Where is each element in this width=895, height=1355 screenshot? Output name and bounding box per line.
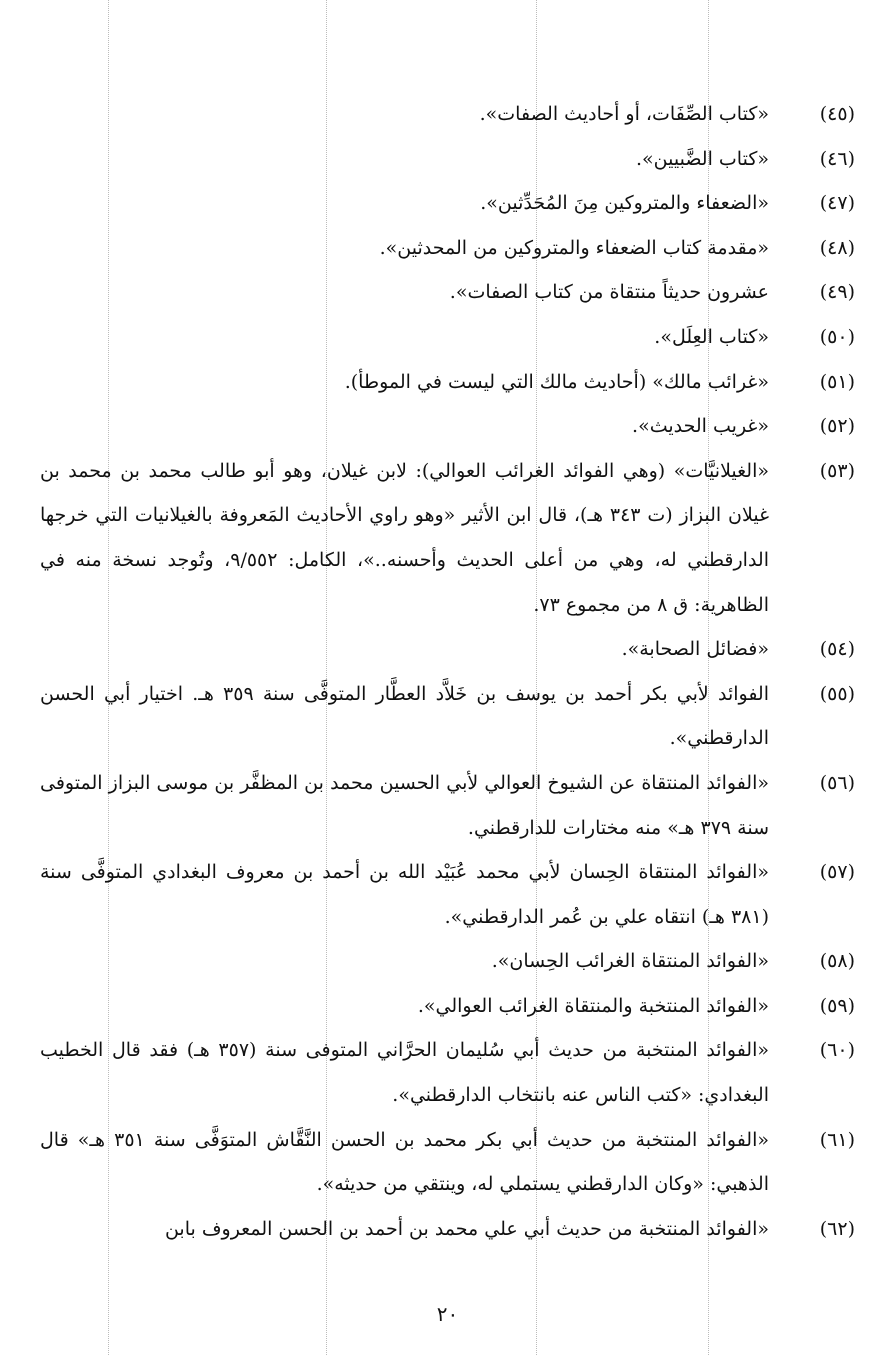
entry-number: (٦١) [819,1128,855,1151]
entry-text: الفوائد لأبي بكر أحمد بن يوسف بن خَلاَّد العطَّار المتوفَّى سنة ٣٥٩ هـ. اختيار أبي الحسن الدارقطني». [40,682,770,750]
entry-text: «الفوائد المنتقاة الحِسان لأبي محمد عُبَيْد الله بن أحمد بن معروف البغدادي المتوفَّى سنة (٣٨١ هـ) انتقاه علي بن عُمر الدارقطني». [40,861,769,928]
list-item [40,1207,855,1252]
entry-number: (٥٠) [819,325,855,348]
page-number: ٢٠ [436,1302,459,1326]
entry-number: (٤٩) [819,281,855,304]
list-item [40,137,855,182]
entry-number: (٥١) [819,370,855,393]
list-item [40,226,855,271]
entry-text: «كتاب الضَّبيين». [636,147,769,170]
list-item [40,850,855,939]
list-item [40,92,855,137]
list-item [40,672,855,761]
entry-text: «الفوائد المنتخبة من حديث أبي سُليمان الحرَّاني المتوفى سنة (٣٥٧ هـ) فقد قال الخطيب البغدادي: «كتب الناس عنه بانتخاب الدارقطني». [40,1039,769,1107]
entry-text: «الفوائد المنتخبة والمنتقاة الغرائب العوالي». [417,994,769,1017]
entry-text: «الفوائد المنتقاة عن الشيوخ العوالي لأبي الحسين محمد بن المظفَّر بن موسى البزاز المتوفى سنة ٣٧٩ هـ» منه مختارات للدارقطني. [40,771,769,839]
entry-number: (٥٣) [819,459,855,482]
entry-text: «الغيلانيَّات» (وهي الفوائد الغرائب العوالي): لابن غيلان، وهو أبو طالب محمد بن محمد بن غيلان البزاز (ت ٣٤٣ هـ)، قال ابن الأثير «وهو راوي الأحاديث المَعروفة بالغيلانيات التي خرجها الدارقطني له، وهي من أعلى الحديث وأحسنه..»، الكامل: ٩/٥٥٢، وتُوجد نسخة منه في الظاهرية: ق ٨ من مجموع ٧٣. [40,459,770,616]
entry-number: (٥٥) [819,682,855,705]
entry-number: (٦٢) [819,1217,855,1240]
entry-number: (٥٧) [819,861,855,884]
list-item [40,270,855,315]
entry-number: (٥٦) [819,771,855,794]
entry-text: «غريب الحديث». [632,415,769,438]
list-item [40,315,855,360]
entry-text: «الفوائد المنتخبة من حديث أبي علي محمد بن أحمد بن الحسن المعروف بابن [164,1217,769,1240]
list-item [40,360,855,405]
entry-text: عشرون حديثاً منتقاة من كتاب الصفات». [449,281,769,304]
list-item [40,761,855,850]
list-item [40,404,855,449]
list-item [40,449,855,627]
entry-number: (٥٩) [819,994,855,1017]
entry-number: (٥٨) [819,950,855,973]
list-item [40,181,855,226]
entry-number: (٤٦) [819,147,855,170]
entry-text: «الفوائد المنتقاة الغرائب الحِسان». [491,950,769,973]
entry-text: «مقدمة كتاب الضعفاء والمتروكين من المحدثين». [379,236,769,259]
entry-number: (٤٨) [819,236,855,259]
list-item [40,627,855,672]
entry-text: «الفوائد المنتخبة من حديث أبي بكر محمد بن الحسن النَّقَّاش المتوَفَّى سنة ٣٥١ هـ» قال الذهبي: «وكان الدارقطني يستملي له، وينتقي من حديثه». [40,1128,769,1196]
entry-text: «غرائب مالك» (أحاديث مالك التي ليست في الموطأ). [344,370,769,393]
entry-number: (٤٥) [819,103,855,125]
list-item [40,1028,855,1117]
entry-text: «كتاب الصِّفَات، أو أحاديث الصفات». [479,103,769,125]
entry-number: (٥٤) [819,638,855,661]
list-item [40,1118,855,1207]
bibliography-list [40,92,855,1251]
entry-number: (٤٧) [819,192,855,215]
entry-text: «فضائل الصحابة». [621,638,769,661]
list-item [40,939,855,984]
entry-number: (٦٠) [819,1039,855,1062]
entry-number: (٥٢) [819,415,855,438]
entry-text: «الضعفاء والمتروكين مِنَ المُحَدِّثين». [480,192,769,215]
entry-text: «كتاب العِلَل». [654,325,769,348]
list-item [40,984,855,1029]
